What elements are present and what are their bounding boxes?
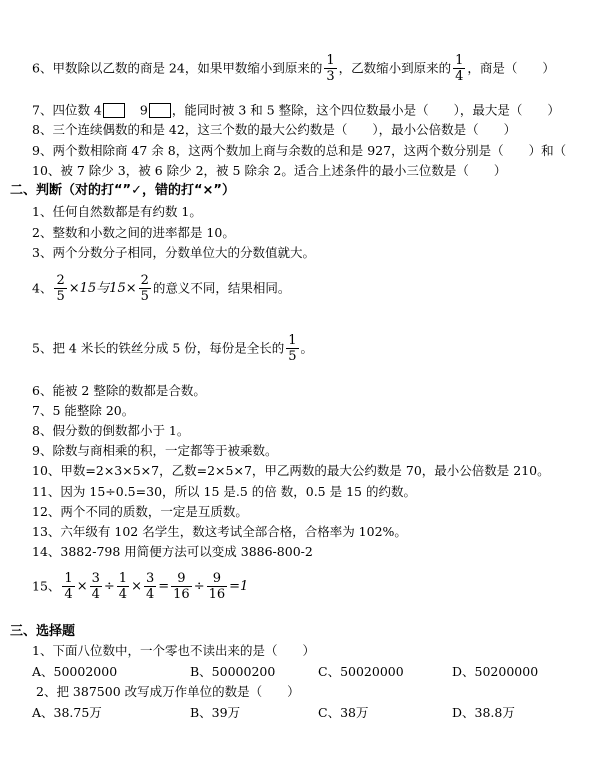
judge-question-10: 10、甲数=2×3×5×7，乙数=2×5×7，甲乙两数的最大公约数是 70，最小公倍数是 210。: [32, 463, 550, 478]
question-6: [32, 54, 555, 83]
judge-question-15: [32, 572, 248, 601]
judge-question-2: 2、整数和小数之间的进率都是 10。: [32, 225, 235, 240]
choice-question-2: 2、把 387500 改写成万作单位的数是（ ）: [36, 684, 300, 699]
fraction-term-1: $\frac{1}{4}$: [64, 571, 73, 602]
fraction-term-2: $\frac{3}{4}$: [91, 571, 100, 602]
operator-times-2: ×: [131, 579, 142, 594]
q4-statement: 的意义不同，结果相同。: [152, 280, 291, 296]
fraction-term-3: $\frac{1}{4}$: [118, 571, 128, 602]
choice-2-option-a[interactable]: A、38.75万: [32, 705, 102, 720]
judge-question-13: 13、六年级有 102 名学生，数这考试全部合格，合格率为 102%。: [32, 524, 407, 539]
fraction-term-5: $\frac{9}{16}$: [173, 571, 190, 602]
choice-1-option-a[interactable]: A、50002000: [32, 664, 118, 679]
result-equals-one: =1: [229, 579, 249, 594]
choice-1-option-b[interactable]: B、50000200: [190, 664, 276, 679]
q4-expression: ×15与15×: [68, 281, 137, 296]
fraction-two-fifths-a: $\frac{2}{5}$: [56, 273, 65, 304]
operator-divide-1: ÷: [103, 579, 115, 594]
fraction-one-fifth: $\frac{1}{5}$: [288, 333, 297, 364]
choice-2-option-d[interactable]: D、38.8万: [452, 705, 515, 720]
operator-divide-2: ÷: [193, 579, 205, 594]
judge-question-9: 9、除数与商相乘的积，一定都等于被乘数。: [32, 443, 278, 458]
operator-equals-1: =: [158, 579, 170, 594]
fraction-one-third: $\frac{1}{3}$: [326, 53, 335, 84]
judge-question-6: 6、能被 2 整除的数都是合数。: [32, 383, 206, 398]
fraction-two-fifths-b: $\frac{2}{5}$: [140, 273, 149, 304]
choice-2-option-b[interactable]: B、39万: [190, 705, 241, 720]
question-10: 10、被 7 除少 3，被 6 除少 2，被 5 除余 2。适合上述条件的最小三位数是（ ）: [32, 163, 507, 178]
question-8: 8、三个连续偶数的和是 42，这三个数的最大公约数是（ ），最小公倍数是（ ）: [32, 122, 517, 137]
q6-text-c: ，商是（ ）: [467, 60, 555, 76]
q15-number: 15、: [32, 578, 61, 594]
choice-question-1: 1、下面八位数中，一个零也不读出来的是（ ）: [32, 643, 315, 658]
q6-text-b: ，乙数缩小到原来的: [338, 60, 452, 76]
q5-end: 。: [300, 340, 314, 356]
judge-question-4: [32, 274, 290, 303]
fraction-term-6: $\frac{9}{16}$: [208, 571, 226, 602]
section-judge-heading: 二、判断（对的打“”✓，错的打“×”）: [10, 183, 235, 198]
q7-text-a: 7、四位数 4: [32, 102, 102, 118]
question-7: [32, 103, 560, 118]
judge-question-3: 3、两个分数分子相同，分数单位大的分数值就大。: [32, 245, 315, 260]
section-choice-heading: 三、选择题: [10, 624, 76, 639]
choice-2-option-c[interactable]: C、38万: [318, 705, 369, 720]
fraction-one-fourth: $\frac{1}{4}$: [455, 53, 464, 84]
judge-question-5: [32, 334, 313, 363]
q7-text-b: 9: [139, 102, 148, 118]
fraction-term-4: $\frac{3}{4}$: [145, 571, 155, 602]
judge-question-14: 14、3882-798 用简便方法可以变成 3886-800-2: [32, 544, 313, 559]
q4-number: 4、: [32, 280, 53, 296]
judge-question-12: 12、两个不同的质数，一定是互质数。: [32, 504, 248, 519]
digit-blank-box-2[interactable]: [149, 103, 171, 118]
q7-text-c: ，能同时被 3 和 5 整除，这个四位数最小是（ ），最大是（ ）: [171, 102, 560, 118]
judge-question-11: 11、因为 15÷0.5=30，所以 15 是.5 的倍 数，0.5 是 15 的约数。: [32, 484, 416, 499]
question-9: 9、两个数相除商 47 余 8，这两个数加上商与余数的总和是 927，这两个数分别是（ ）和（: [32, 143, 567, 158]
choice-1-option-c[interactable]: C、50020000: [318, 664, 404, 679]
digit-blank-box-1[interactable]: [103, 103, 125, 118]
operator-times-1: ×: [76, 579, 88, 594]
q5-text: 5、把 4 米长的铁丝分成 5 份，每份是全长的: [32, 340, 285, 356]
judge-question-7: 7、5 能整除 20。: [32, 403, 135, 418]
q6-text-a: 6、甲数除以乙数的商是 24，如果甲数缩小到原来的: [32, 60, 323, 76]
judge-question-1: 1、任何自然数都是有约数 1。: [32, 204, 202, 219]
judge-question-8: 8、假分数的倒数都小于 1。: [32, 423, 190, 438]
choice-1-option-d[interactable]: D、50200000: [452, 664, 539, 679]
